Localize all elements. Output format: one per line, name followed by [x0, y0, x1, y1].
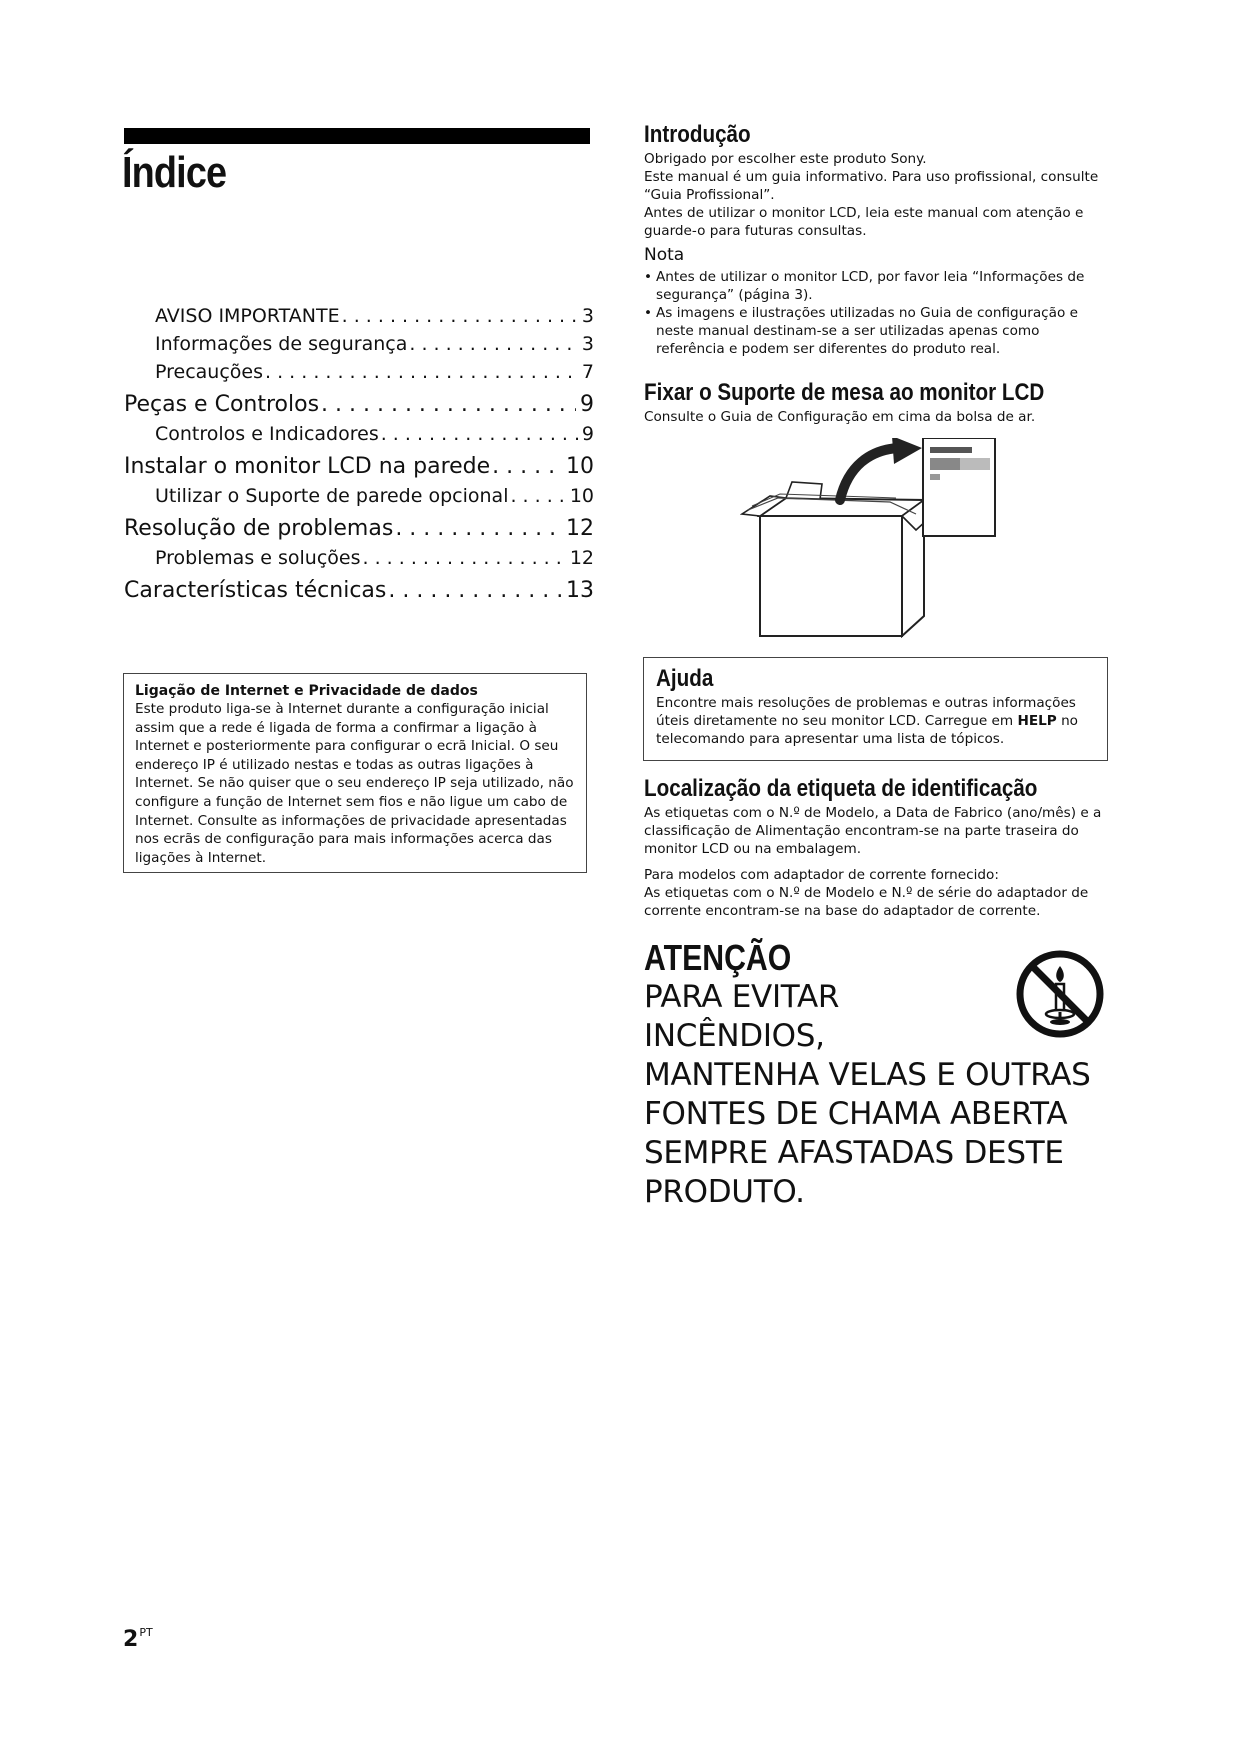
toc-leader-dots: [508, 482, 565, 510]
intro-title: Introdução: [644, 121, 751, 148]
table-of-contents: [124, 302, 594, 606]
toc-entry[interactable]: [124, 575, 594, 606]
toc-entry[interactable]: [124, 544, 594, 572]
toc-entry-page: 9: [580, 392, 594, 417]
privacy-notice-box: [123, 673, 587, 873]
toc-entry[interactable]: [124, 302, 594, 330]
toc-entry-label: Utilizar o Suporte de parede opcional: [155, 485, 509, 507]
intro-line: Este manual é um guia informativo. Para uso profissional, consulte “Guia Profissional”.: [644, 169, 1099, 203]
toc-leader-dots: [490, 451, 562, 482]
toc-entry[interactable]: [124, 330, 594, 358]
help-text-before: Encontre mais resoluções de problemas e outras informações úteis diretamente no seu monitor LCD. Carregue em: [656, 695, 1076, 729]
page-language-suffix: PT: [139, 1626, 153, 1639]
toc-entry[interactable]: [124, 482, 594, 510]
note-item: • Antes de utilizar o monitor LCD, por favor leia “Informações de segurança” (página 3).: [644, 268, 1104, 304]
toc-entry-label: Informações de segurança: [155, 333, 408, 355]
privacy-title: Ligação de Internet e Privacidade de dados: [135, 683, 478, 699]
page-number: [123, 1626, 153, 1652]
intro-line: Antes de utilizar o monitor LCD, leia este manual com atenção e guarde-o para futuras consultas.: [644, 205, 1084, 239]
warning-line: MANTENHA VELAS E OUTRAS: [644, 1057, 1091, 1093]
toc-entry-page: 3: [581, 305, 594, 327]
warning-line: SEMPRE AFASTADAS DESTE: [644, 1135, 1064, 1171]
toc-entry-page: 3: [581, 333, 594, 355]
toc-leader-dots: [386, 575, 562, 606]
toc-entry[interactable]: [124, 420, 594, 448]
page-number-value: 2: [123, 1627, 139, 1652]
toc-entry-label: Resolução de problemas: [124, 516, 394, 541]
toc-entry-page: 9: [581, 423, 594, 445]
toc-entry-label: Precauções: [155, 361, 263, 383]
toc-title: Índice: [122, 148, 227, 197]
toc-leader-dots: [340, 302, 578, 330]
label-location-section: [644, 774, 1114, 920]
note-title: Nota: [644, 245, 685, 265]
toc-entry-page: 13: [566, 578, 594, 603]
toc-entry-label: Controlos e Indicadores: [155, 423, 379, 445]
toc-leader-dots: [263, 358, 578, 386]
help-keyword: HELP: [1017, 713, 1057, 729]
toc-leader-dots: [407, 330, 578, 358]
toc-entry[interactable]: [124, 389, 594, 420]
toc-entry[interactable]: [124, 358, 594, 386]
toc-entry-page: 12: [566, 516, 594, 541]
warning-line: PRODUTO.: [644, 1174, 805, 1210]
help-title: Ajuda: [656, 665, 714, 692]
warning-line: PARA EVITAR: [644, 979, 840, 1015]
warning-line: FONTES DE CHAMA ABERTA: [644, 1096, 1068, 1132]
toc-leader-dots: [319, 389, 576, 420]
toc-entry-label: Instalar o monitor LCD na parede: [124, 454, 491, 479]
toc-leader-dots: [393, 513, 562, 544]
toc-entry-label: Peças e Controlos: [124, 392, 320, 417]
help-text: [656, 694, 1095, 748]
toc-entry-page: 7: [581, 361, 594, 383]
label-location-para1: As etiquetas com o N.º de Modelo, a Data de Fabrico (ano/mês) e a classificação de Alimentação encontram-se na parte traseira do monitor LCD ou na embalagem.: [644, 805, 1102, 857]
toc-leader-dots: [379, 420, 578, 448]
note-item: • As imagens e ilustrações utilizadas no Guia de configuração e neste manual destinam-se a ser utilizadas apenas como referência e podem ser diferentes do produto real.: [644, 304, 1104, 358]
intro-line: Obrigado por escolher este produto Sony.: [644, 151, 927, 167]
toc-entry-label: Características técnicas: [124, 578, 387, 603]
toc-entry-page: 10: [569, 485, 594, 507]
privacy-text: Este produto liga-se à Internet durante a configuração inicial assim que a rede é ligada de forma a confirmar a ligação à Internet e posteriormente para configurar o ecrã Inicial. O seu endereço IP é utilizado nestas e todas as outras ligações à Internet. Se não quiser que o seu endereço IP seja utilizado, não configure a função de Internet sem fios e não ligue um cabo de Internet. Consulte as informações de privacidade apresentadas nos ecrãs de configuração para mais informações acerca das ligações à Internet.: [135, 701, 574, 866]
help-box: [643, 657, 1108, 761]
stand-title: Fixar o Suporte de mesa ao monitor LCD: [644, 379, 1045, 406]
toc-entry-label: AVISO IMPORTANTE: [155, 305, 340, 327]
box-and-guide-illustration: [740, 438, 1002, 638]
no-open-flame-icon: [1014, 948, 1106, 1040]
note-list: [644, 268, 1104, 358]
stand-section: [644, 378, 1104, 426]
warning-title: ATENÇÃO: [644, 937, 792, 978]
label-location-title: Localização da etiqueta de identificação: [644, 775, 1038, 802]
help-text-after: no telecomando para apresentar uma lista de tópicos.: [656, 713, 1079, 747]
stand-text: Consulte o Guia de Configuração em cima da bolsa de ar.: [644, 409, 1036, 425]
toc-leader-dots: [361, 544, 566, 572]
warning-line: INCÊNDIOS,: [644, 1018, 825, 1054]
toc-entry-label: Problemas e soluções: [155, 547, 361, 569]
toc-entry[interactable]: [124, 513, 594, 544]
toc-entry[interactable]: [124, 451, 594, 482]
toc-header-bar: [124, 128, 590, 144]
toc-entry-page: 10: [566, 454, 594, 479]
label-location-para2-line2: As etiquetas com o N.º de Modelo e N.º de série do adaptador de corrente encontram-se na base do adaptador de corrente.: [644, 885, 1089, 919]
toc-entry-page: 12: [569, 547, 594, 569]
intro-section: [644, 120, 1104, 358]
label-location-para2-line1: Para modelos com adaptador de corrente fornecido:: [644, 867, 999, 883]
